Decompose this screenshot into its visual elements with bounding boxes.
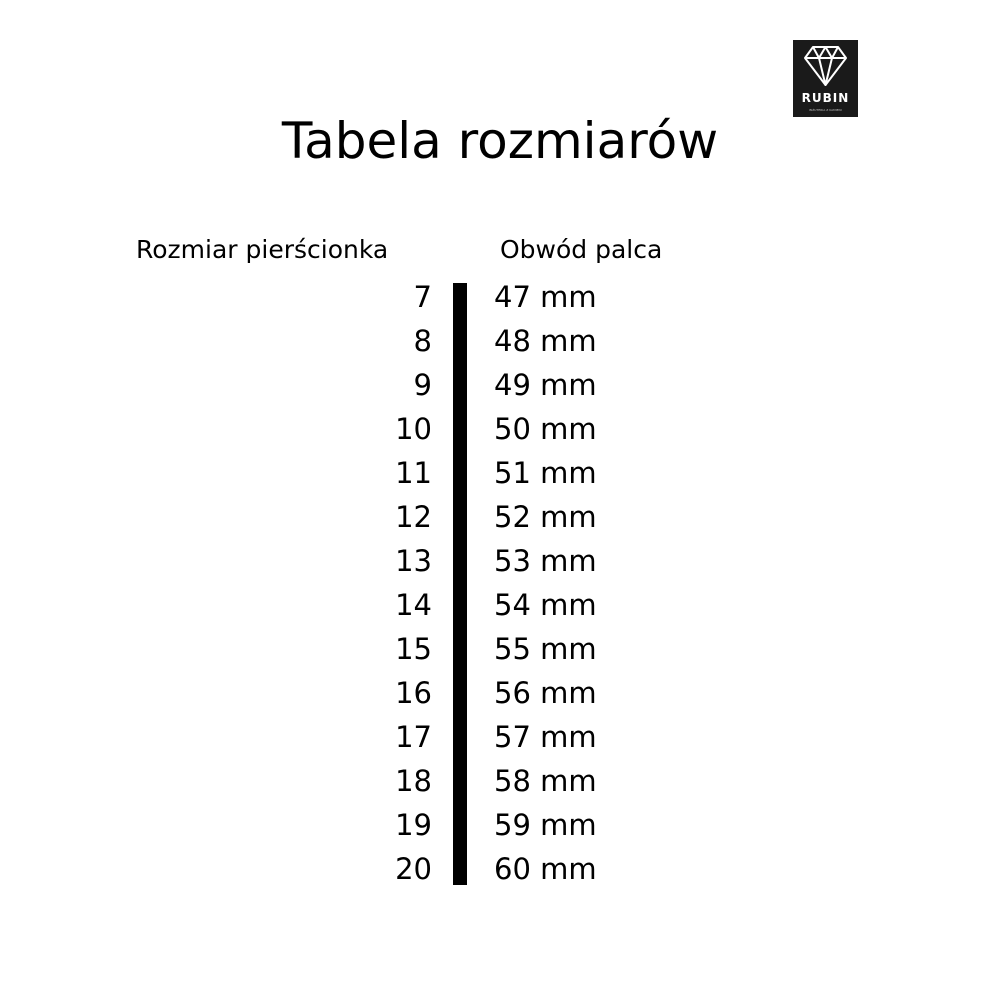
circumference-cell: 56 mm bbox=[494, 676, 597, 710]
ring-size-cell: 15 bbox=[395, 632, 432, 666]
circumference-cell: 47 mm bbox=[494, 280, 597, 314]
table-row bbox=[0, 495, 1000, 539]
table-row bbox=[0, 671, 1000, 715]
circumference-cell: 52 mm bbox=[494, 500, 597, 534]
size-table bbox=[0, 275, 1000, 891]
table-row bbox=[0, 275, 1000, 319]
brand-logo bbox=[793, 40, 858, 117]
table-row bbox=[0, 451, 1000, 495]
logo-tagline: BIŻUTERIA Z KAMIENI bbox=[809, 108, 842, 112]
ring-size-cell: 11 bbox=[395, 456, 432, 490]
circumference-cell: 59 mm bbox=[494, 808, 597, 842]
table-row bbox=[0, 539, 1000, 583]
table-row bbox=[0, 407, 1000, 451]
ring-size-cell: 9 bbox=[413, 368, 432, 402]
circumference-cell: 51 mm bbox=[494, 456, 597, 490]
circumference-cell: 54 mm bbox=[494, 588, 597, 622]
ring-size-cell: 16 bbox=[395, 676, 432, 710]
ring-size-cell: 20 bbox=[395, 852, 432, 886]
column-header-finger-circumference: Obwód palca bbox=[500, 235, 663, 264]
table-row bbox=[0, 715, 1000, 759]
table-row bbox=[0, 627, 1000, 671]
ring-size-cell: 14 bbox=[395, 588, 432, 622]
circumference-cell: 50 mm bbox=[494, 412, 597, 446]
table-row bbox=[0, 319, 1000, 363]
circumference-cell: 60 mm bbox=[494, 852, 597, 886]
table-row bbox=[0, 759, 1000, 803]
ring-size-cell: 17 bbox=[395, 720, 432, 754]
circumference-cell: 48 mm bbox=[494, 324, 597, 358]
diamond-icon bbox=[803, 43, 848, 89]
table-row bbox=[0, 803, 1000, 847]
circumference-cell: 49 mm bbox=[494, 368, 597, 402]
ring-size-cell: 19 bbox=[395, 808, 432, 842]
column-header-ring-size: Rozmiar pierścionka bbox=[136, 235, 389, 264]
ring-size-cell: 10 bbox=[395, 412, 432, 446]
circumference-cell: 57 mm bbox=[494, 720, 597, 754]
table-row bbox=[0, 363, 1000, 407]
table-row bbox=[0, 583, 1000, 627]
logo-brand-name: RUBIN bbox=[801, 91, 850, 105]
circumference-cell: 58 mm bbox=[494, 764, 597, 798]
circumference-cell: 53 mm bbox=[494, 544, 597, 578]
ring-size-cell: 7 bbox=[413, 280, 432, 314]
circumference-cell: 55 mm bbox=[494, 632, 597, 666]
ring-size-cell: 18 bbox=[395, 764, 432, 798]
table-row bbox=[0, 847, 1000, 891]
ring-size-cell: 13 bbox=[395, 544, 432, 578]
page-title: Tabela rozmiarów bbox=[281, 112, 719, 170]
ring-size-cell: 12 bbox=[395, 500, 432, 534]
ring-size-cell: 8 bbox=[413, 324, 432, 358]
